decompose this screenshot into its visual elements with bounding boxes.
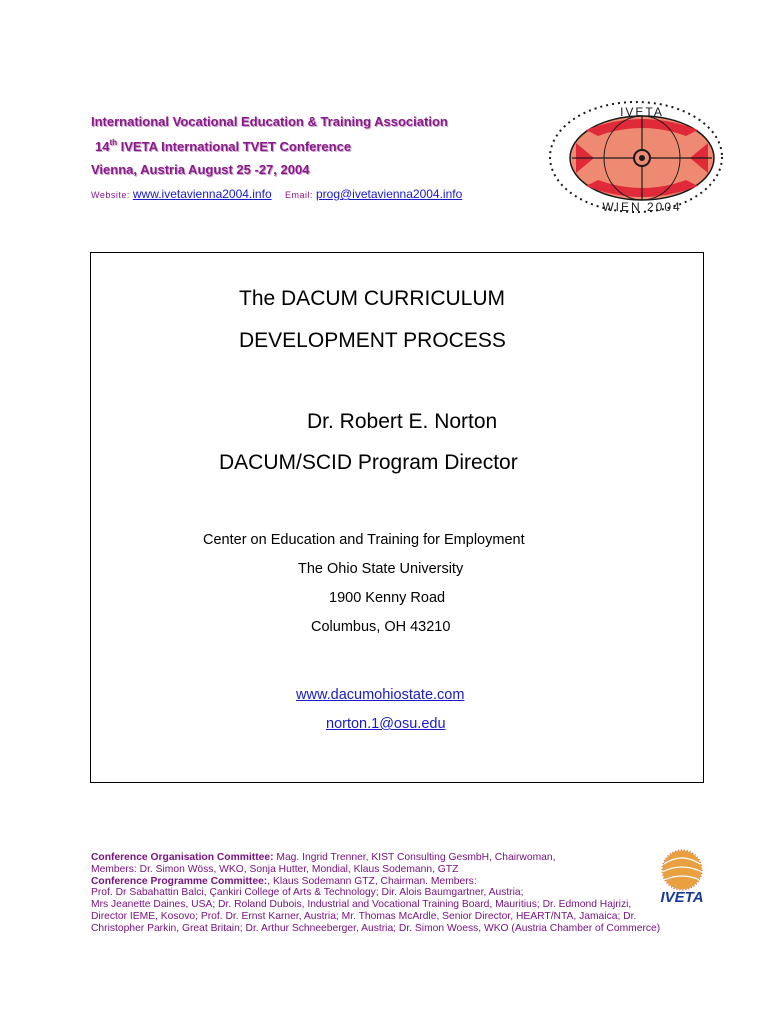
prog-committee-label: Conference Programme Committee: [91,875,268,887]
email-link[interactable]: prog@ivetavienna2004.info [315,187,463,201]
iveta-wien-logo [546,98,726,216]
website-link[interactable]: www.ivetavienna2004.info [132,187,272,201]
committee-footer [91,852,731,935]
title-box [90,252,704,783]
author-email-link[interactable]: norton.1@osu.edu [326,716,446,732]
logo-target-center [639,155,645,161]
document-title-line1: The DACUM CURRICULUM [239,287,506,310]
footer-logo-text: IVETA [660,889,704,906]
org-committee-members: Members: Dr. Simon Wöss, WKO, Sonja Hutter, Mondial, Klaus Sodemann, GTZ [91,863,459,875]
street-address: 1900 Kenny Road [329,590,446,606]
prog-committee-text: , Klaus Sodemann GTZ, Chairman. Members: [267,875,477,887]
logo-top-text: IVETA [620,105,664,119]
header-conference-ordinal: th [109,138,118,147]
org-committee-text: Mag. Ingrid Trenner, KIST Consulting GesmbH, Chairwoman, [273,852,556,863]
header-conference-number: 14 [95,139,110,154]
prog-committee-members-3: Director IEME, Kosovo; Prof. Dr. Ernst Karner, Austria; Mr. Thomas McArdle, Senior Director, HEART/NTA, Jamaica; Dr. [91,910,637,922]
website-label: Website: [91,190,133,200]
organization-name: Center on Education and Training for Employment [203,532,525,548]
prog-committee-line [91,876,731,888]
org-committee-line [91,852,731,864]
header-venue-date: Vienna, Austria August 25 -27, 2004 [91,162,310,177]
header-conference [95,138,351,154]
iveta-footer-logo [646,848,718,906]
prog-committee-members-1: Prof. Dr Sabahattin Balci, Çankiri College of Arts & Technology; Dir. Alois Baumgartner, Austria; [91,887,524,899]
prog-committee-members-4: Christopher Parkin, Great Britain; Dr. Arthur Schneeberger, Austria; Dr. Simon Woess, WKO (Austria Chamber of Commerce) [91,922,661,934]
header-contact [91,187,462,201]
dacum-website-link[interactable]: www.dacumohiostate.com [296,687,465,703]
prog-committee-members-2: Mrs Jeanette Daines, USA; Dr. Roland Dubois, Industrial and Vocational Training Board, Mauritius; Dr. Edmond Hajrizi, [91,899,632,911]
author-role: DACUM/SCID Program Director [219,451,518,474]
email-label: Email: [284,190,316,200]
document-title-line2: DEVELOPMENT PROCESS [239,329,506,352]
org-committee-label: Conference Organisation Committee: [91,852,274,863]
university-name: The Ohio State University [298,561,464,577]
header-association: International Vocational Education & Training Association [91,114,448,129]
author-name: Dr. Robert E. Norton [307,410,498,433]
logo-bottom-text: WIEN 2004 [602,200,682,214]
header-conference-title: IVETA International TVET Conference [117,139,352,154]
city-address: Columbus, OH 43210 [311,619,451,635]
